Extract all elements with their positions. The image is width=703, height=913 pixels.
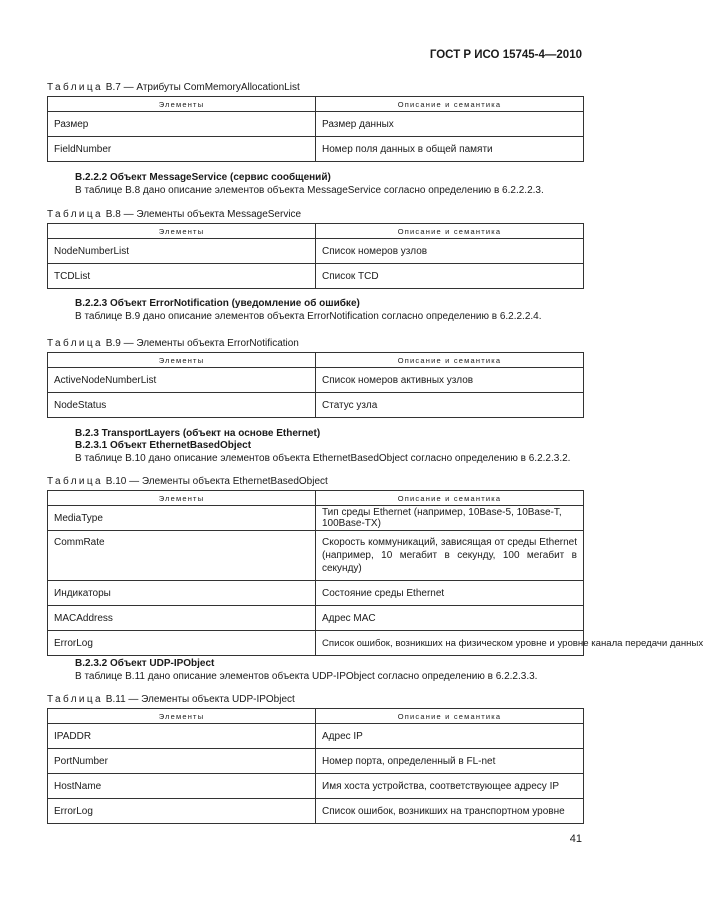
table-row: CommRate Скорость коммуникаций, зависящая от среды Ethernet (например, 10 мегабит в секунду, 100 мегабит в секунду) [48,531,584,581]
table-row: ErrorLog Список ошибок, возникших на физическом уровне и уровне канала передачи данных [48,631,584,656]
table-b10 [47,490,703,656]
paragraph: В таблице В.10 дано описание элементов объекта EthernetBasedObject согласно определению в 6.2.2.3.2. [75,453,571,464]
col-description: Описание и семантика [316,353,584,368]
subsection-heading: B.2.3.1 Объект EthernetBasedObject [75,440,252,451]
paragraph: В таблице В.8 дано описание элементов объекта MessageService согласно определению в 6.2.2.2.3. [75,185,544,196]
col-elements: Элементы [48,353,316,368]
table-row: MediaType Тип среды Ethernet (например, 10Base-5, 10Base-T, 100Base-TX) [48,506,584,531]
table-row: IPADDR Адрес IP [48,724,584,749]
col-elements: Элементы [48,224,316,239]
paragraph: В таблице В.9 дано описание элементов объекта ErrorNotification согласно определению в 6.2.2.2.4. [75,311,542,322]
table-b10-caption: Таблица B.10 — Элементы объекта EthernetBasedObject [47,476,328,487]
table-row: MACAddress Адрес MAC [48,606,584,631]
document-header: ГОСТ Р ИСО 15745-4—2010 [429,49,582,61]
table-row: Индикаторы Состояние среды Ethernet [48,581,584,606]
table-row: ErrorLog Список ошибок, возникших на транспортном уровне [48,799,584,824]
table-row: PortNumber Номер порта, определенный в FL-net [48,749,584,774]
table-b9-caption: Таблица B.9 — Элементы объекта ErrorNotification [47,338,299,349]
table-row: Размер Размер данных [48,112,584,137]
table-row: NodeStatus Статус узла [48,393,584,418]
col-elements: Элементы [48,709,316,724]
table-b8 [47,223,584,289]
table-row: ActiveNodeNumberList Список номеров активных узлов [48,368,584,393]
col-description: Описание и семантика [316,491,584,506]
col-elements: Элементы [48,491,316,506]
section-heading: B.2.3 TransportLayers (объект на основе Ethernet) [75,428,321,439]
table-b7-caption: Таблица B.7 — Атрибуты ComMemoryAllocationList [47,82,300,93]
table-row: HostName Имя хоста устройства, соответствующее адресу IP [48,774,584,799]
table-row: FieldNumber Номер поля данных в общей памяти [48,137,584,162]
table-b7 [47,96,584,162]
table-b11 [47,708,584,824]
section-heading: B.2.2.2 Объект MessageService (сервис сообщений) [75,172,331,183]
col-elements: Элементы [48,97,316,112]
table-row: NodeNumberList Список номеров узлов [48,239,584,264]
paragraph: В таблице В.11 дано описание элементов объекта UDP-IPObject согласно определению в 6.2.2.3.3. [75,671,538,682]
section-heading: B.2.3.2 Объект UDP-IPObject [75,658,215,669]
table-b9 [47,352,584,418]
section-heading: B.2.2.3 Объект ErrorNotification (уведомление об ошибке) [75,298,360,309]
table-row: TCDList Список TCD [48,264,584,289]
page-number: 41 [569,833,582,845]
table-b11-caption: Таблица B.11 — Элементы объекта UDP-IPObject [47,694,295,705]
col-description: Описание и семантика [316,709,584,724]
col-description: Описание и семантика [316,97,584,112]
col-description: Описание и семантика [316,224,584,239]
table-b8-caption: Таблица B.8 — Элементы объекта MessageService [47,209,302,220]
